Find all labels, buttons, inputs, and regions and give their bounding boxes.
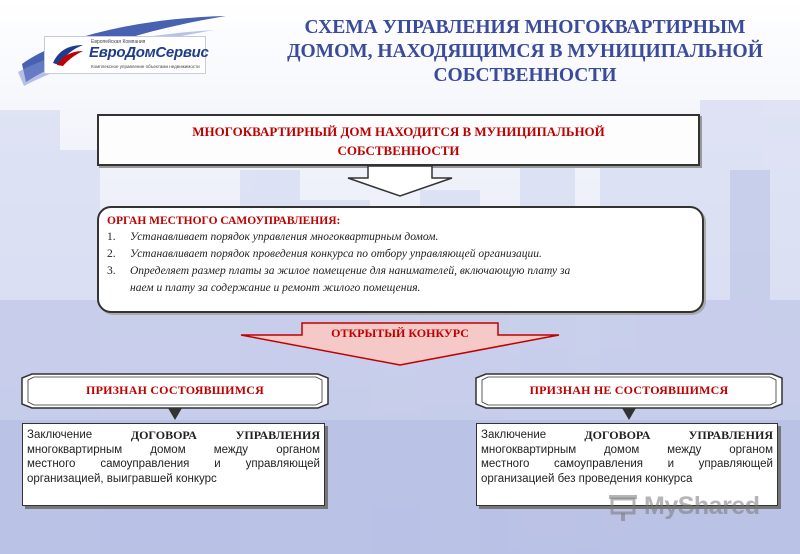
result-word: Заключение	[27, 429, 93, 441]
result-contract-word: ДОГОВОРА	[130, 428, 197, 442]
list-item-number: 3.	[107, 265, 116, 277]
result-word: между	[213, 443, 249, 456]
result-word: организацией без проведения конкурса	[481, 472, 693, 485]
result-word: между	[667, 443, 702, 456]
result-contract-word: ДОГОВОРА	[584, 428, 651, 442]
list-item-text: Устанавливает порядок управления многоквартирным домом.	[130, 231, 439, 243]
result-word: самоуправления	[100, 458, 190, 470]
result-word: органом	[729, 443, 773, 456]
result-word: Заключение	[481, 429, 547, 441]
result-word: органом	[276, 443, 320, 456]
down-arrow-right	[622, 408, 636, 420]
title-line-2: ДОМОМ, НАХОДЯЩИМСЯ В МУНИЦИПАЛЬНОЙ	[287, 41, 763, 62]
title-line-3: СОБСТВЕННОСТИ	[433, 65, 617, 86]
result-word: местного	[481, 458, 530, 470]
open-contest-label: ОТКРЫТЫЙ КОНКУРС	[331, 326, 469, 340]
result-word: многоквартирным	[27, 443, 123, 456]
list-item-text: Определяет размер платы за жилое помещение для нанимателей, включающую плату за	[130, 265, 571, 277]
list-item-text-continued: наем и плату за содержание и ремонт жилого помещения.	[130, 282, 421, 294]
organ-title: ОРГАН МЕСТНОГО САМОУПРАВЛЕНИЯ:	[107, 215, 341, 227]
down-arrow-top	[348, 166, 452, 196]
result-word: и	[214, 458, 221, 470]
result-word: управляющей	[245, 458, 320, 470]
top-box-line-2: СОБСТВЕННОСТИ	[337, 143, 460, 158]
result-management-word: УПРАВЛЕНИЯ	[235, 428, 320, 442]
title-line-1: СХЕМА УПРАВЛЕНИЯ МНОГОКВАРТИРНЫМ	[304, 17, 746, 38]
logo-top-text: Европейская Компания	[91, 39, 146, 45]
right-status-banner: ПРИЗНАН НЕ СОСТОЯВШИМСЯ	[529, 383, 729, 397]
left-status-banner: ПРИЗНАН СОСТОЯВШИМСЯ	[86, 383, 264, 397]
result-word: управляющей	[698, 458, 773, 470]
watermark-text: MyShared	[644, 492, 760, 520]
logo-sub-text: Комплексное управление объектами недвижимости	[91, 64, 200, 69]
list-item-text: Устанавливает порядок проведения конкурса по отбору управляющей организации.	[130, 248, 542, 260]
result-word: самоуправления	[553, 458, 644, 470]
result-word: местного	[27, 458, 76, 470]
result-word: домом	[603, 443, 640, 456]
list-item-number: 2.	[107, 248, 116, 260]
result-word: домом	[150, 443, 186, 456]
logo-name: ЕвроДомСервис	[89, 44, 209, 61]
result-word: организацией, выигравшей конкурс	[27, 472, 217, 485]
result-management-word: УПРАВЛЕНИЯ	[688, 428, 773, 442]
result-word: многоквартирным	[481, 443, 577, 456]
result-word: и	[667, 458, 675, 470]
top-box-line-1: МНОГОКВАРТИРНЫЙ ДОМ НАХОДИТСЯ В МУНИЦИПАЛЬНОЙ	[192, 124, 605, 139]
list-item-number: 1.	[107, 231, 116, 243]
down-arrow-left	[168, 408, 182, 420]
